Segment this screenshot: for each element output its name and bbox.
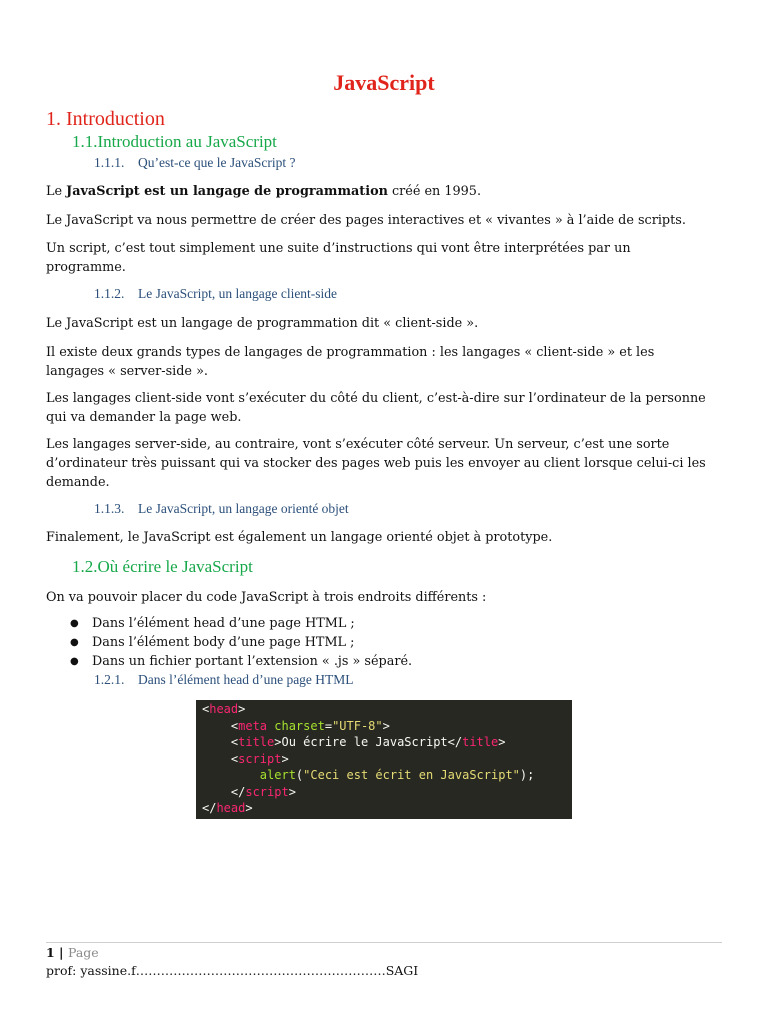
paragraph-1-bold: JavaScript est un langage de programmation — [66, 184, 388, 199]
bullet-list — [70, 614, 412, 671]
page-number: 1 — [46, 945, 55, 960]
code-line: </head> — [202, 801, 253, 815]
heading-number: 1.1.2. — [94, 286, 125, 301]
heading-text: Qu’est-ce que le JavaScript ? — [138, 155, 296, 170]
paragraph-4: Le JavaScript est un langage de programmation dit « client-side ». — [46, 316, 479, 331]
footer-divider — [46, 942, 722, 943]
footer-author: prof: yassine.f……………………………………………………SAGI — [46, 963, 419, 978]
code-line: <title>Ou écrire le JavaScript</title> — [202, 735, 506, 749]
page-label: Page — [67, 945, 99, 960]
code-line: <script> — [202, 751, 289, 766]
paragraph-2: Le JavaScript va nous permettre de créer des pages interactives et « vivantes » à l’aide de scripts. — [46, 213, 686, 228]
code-line: alert("Ceci est écrit en JavaScript"); — [259, 768, 535, 782]
heading-head-element — [94, 672, 354, 688]
heading-introduction: 1. Introduction — [46, 108, 165, 130]
paragraph-8: Finalement, le JavaScript est également un langage orienté objet à prototype. — [46, 530, 553, 545]
paragraph-1-pre: Le — [46, 184, 67, 199]
paragraph-5: Il existe deux grands types de langages de programmation : les langages « client-side » et les langages « server-side ». — [46, 345, 655, 379]
heading-text: Dans l’élément head d’une page HTML — [138, 672, 354, 687]
heading-where-to-write: 1.2.Où écrire le JavaScript — [72, 557, 253, 576]
heading-introduction-javascript: 1.1.Introduction au JavaScript — [72, 132, 277, 151]
footer-page-number — [46, 945, 99, 960]
paragraph-9: On va pouvoir placer du code JavaScript à trois endroits différents : — [46, 590, 487, 605]
list-item: ● Dans l’élément body d’une page HTML ; — [70, 633, 412, 652]
heading-client-side — [94, 286, 337, 302]
code-line: </script> — [202, 784, 296, 799]
paragraph-3: Un script, c’est tout simplement une suite d’instructions qui vont être interprétées par un programme. — [46, 241, 631, 275]
code-block — [196, 700, 572, 819]
code-line: <head> — [202, 702, 246, 716]
document-title: JavaScript — [333, 70, 435, 95]
heading-number: 1.2.1. — [94, 672, 125, 687]
paragraph-1-post: créé en 1995. — [387, 184, 482, 199]
page-separator: | — [54, 945, 68, 960]
heading-what-is-javascript — [94, 155, 295, 171]
heading-number: 1.1.1. — [94, 155, 125, 170]
list-item: ● Dans un fichier portant l’extension « .js » séparé. — [70, 652, 412, 671]
paragraph-7: Les langages server-side, au contraire, vont s’exécuter côté serveur. Un serveur, c’est une sorte d’ordinateur très puissant qui va stocker des pages web puis les envoyer au client lorsque celui-ci les demande. — [46, 437, 706, 490]
heading-object-oriented — [94, 501, 349, 517]
heading-text: Le JavaScript, un langage orienté objet — [138, 501, 349, 516]
code-line: <meta charset="UTF-8"> — [202, 718, 390, 733]
heading-text: Le JavaScript, un langage client-side — [138, 286, 338, 301]
paragraph-1 — [46, 182, 726, 201]
list-item: ● Dans l’élément head d’une page HTML ; — [70, 614, 412, 633]
paragraph-6: Les langages client-side vont s’exécuter du côté du client, c’est-à-dire sur l’ordinateur de la personne qui va demander la page web. — [46, 391, 706, 425]
heading-number: 1.1.3. — [94, 501, 125, 516]
